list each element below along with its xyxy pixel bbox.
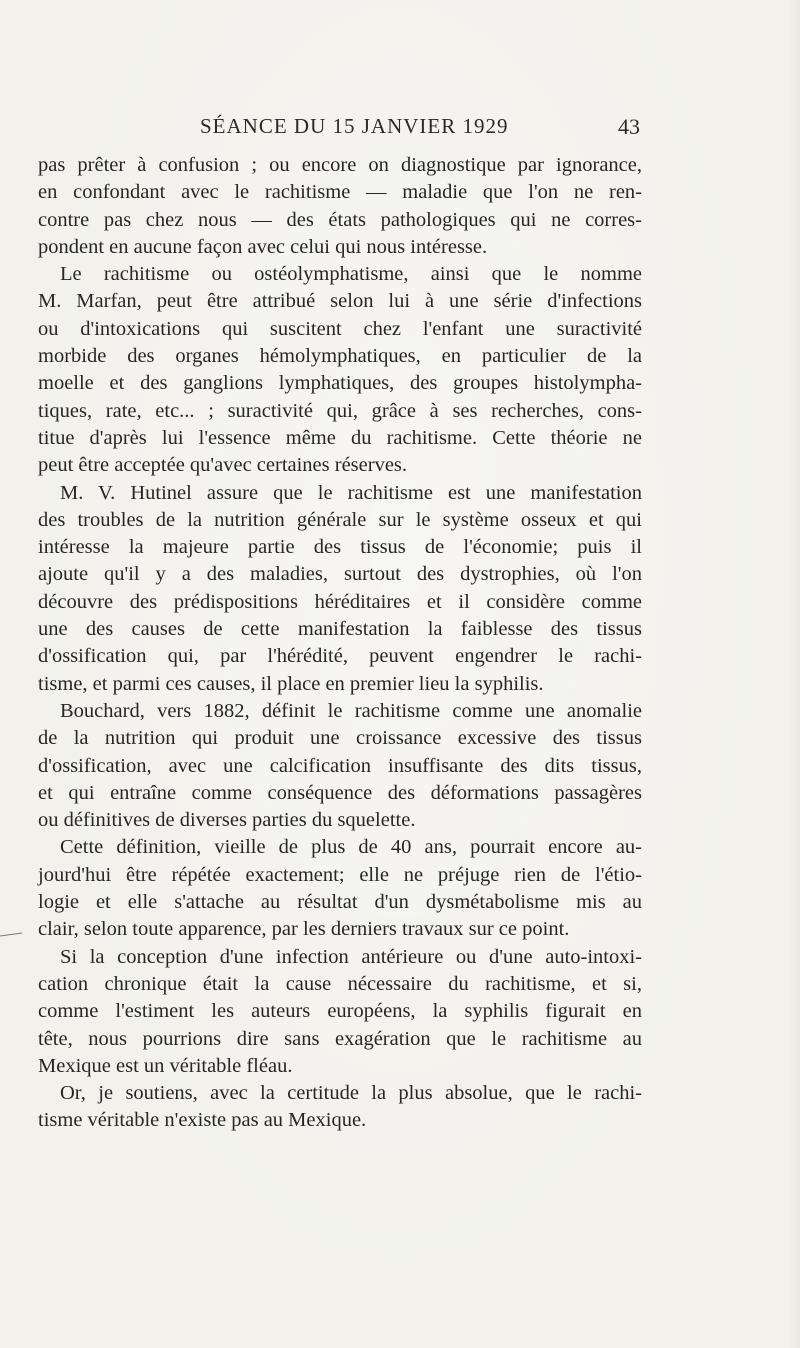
text-line: pas prêter à confusion ; ou encore on diagnostique par ignorance, (38, 154, 642, 176)
text-line: comme l'estiment les auteurs européens, la syphilis figurait en (38, 1000, 642, 1023)
text-line: de la nutrition qui produit une croissance excessive des tissus (38, 727, 642, 750)
text-line: Le rachitisme ou ostéolymphatisme, ainsi que le nomme (60, 263, 642, 286)
text-line: et qui entraîne comme conséquence des déformations passagères (38, 781, 642, 804)
text-line: tisme, et parmi ces causes, il place en premier lieu la syphilis. (38, 672, 544, 695)
text-line: d'ossification qui, par l'hérédité, peuvent engendrer le rachi- (38, 645, 642, 668)
text-line: ajoute qu'il y a des maladies, surtout des dystrophies, où l'on (38, 563, 642, 586)
text-line: des troubles de la nutrition générale sur le système osseux et qui (38, 508, 642, 531)
text-line: tête, nous pourrions dire sans exagération que le rachitisme au (38, 1027, 642, 1050)
text-line: d'ossification, avec une calcification insuffisante des dits tissus, (38, 754, 642, 777)
text-line: clair, selon toute apparence, par les derniers travaux sur ce point. (38, 918, 570, 941)
running-head-title: SÉANCE DU 15 JANVIER 1929 (200, 114, 509, 138)
text-line: M. Marfan, peut être attribué selon lui à une série d'infections (38, 290, 642, 313)
text-line: morbide des organes hémolymphatiques, en particulier de la (38, 345, 642, 368)
text-line: pondent en aucune façon avec celui qui nous intéresse. (38, 235, 488, 258)
text-line: intéresse la majeure partie des tissus de l'économie; puis il (38, 536, 642, 559)
text-line: contre pas chez nous — des états pathologiques qui ne corres- (38, 208, 642, 231)
text-line: une des causes de cette manifestation la faiblesse des tissus (38, 618, 642, 641)
text-line: tisme véritable n'existe pas au Mexique. (38, 1109, 367, 1132)
text-line: tiques, rate, etc... ; suractivité qui, grâce à ses recherches, cons- (38, 399, 642, 422)
text-line: Cette définition, vieille de plus de 40 ans, pourrait encore au- (60, 836, 642, 859)
page-number: 43 (618, 114, 640, 139)
text-line: Mexique est un véritable fléau. (38, 1054, 293, 1077)
text-line: ou définitives de diverses parties du squelette. (38, 809, 416, 832)
margin-mark (0, 932, 22, 936)
text-line: peut être acceptée qu'avec certaines réserves. (38, 454, 408, 477)
text-line: ou d'intoxications qui suscitent chez l'enfant une suractivité (38, 317, 642, 340)
text-line: moelle et des ganglions lymphatiques, des groupes histolympha- (38, 372, 642, 395)
running-head (200, 110, 640, 140)
body-text (38, 152, 642, 1135)
text-line: titue d'après lui l'essence même du rachitisme. Cette théorie ne (38, 426, 642, 449)
text-line: M. V. Hutinel assure que le rachitisme est une manifestation (60, 481, 642, 504)
text-line: Si la conception d'une infection antérieure ou d'une auto-intoxi- (60, 945, 642, 968)
text-line: jourd'hui être répétée exactement; elle ne préjuge rien de l'étio- (38, 863, 642, 886)
text-line: cation chronique était la cause nécessaire du rachitisme, et si, (38, 972, 642, 995)
text-line: logie et elle s'attache au résultat d'un dysmétabolisme mis au (38, 891, 642, 914)
text-line: Or, je soutiens, avec la certitude la plus absolue, que le rachi- (60, 1082, 642, 1105)
page-edge-shadow (788, 0, 800, 1348)
text-line: en confondant avec le rachitisme — maladie que l'on ne ren- (38, 181, 642, 204)
text-line: découvre des prédispositions héréditaires et il considère comme (38, 590, 642, 613)
text-line: Bouchard, vers 1882, définit le rachitisme comme une anomalie (60, 699, 642, 722)
